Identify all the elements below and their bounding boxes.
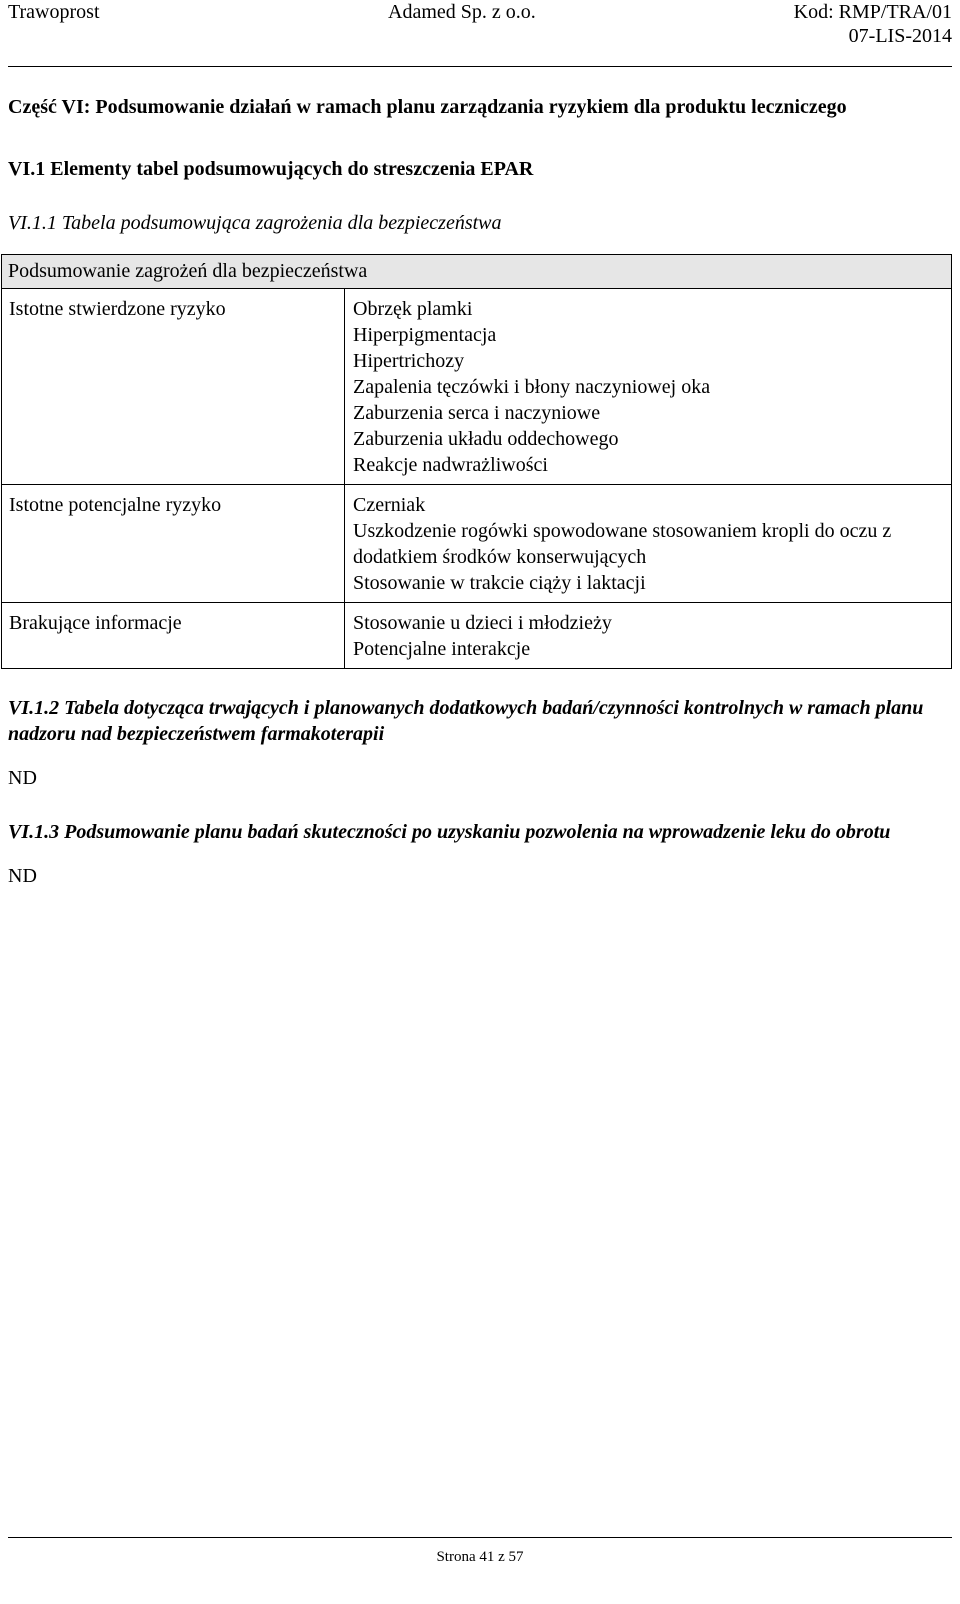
header-divider [8,66,952,67]
footer-divider [8,1537,952,1538]
header-document-code: Kod: RMP/TRA/01 [793,1,952,23]
row-values [345,289,952,485]
list-item: Obrzęk plamki [353,298,473,320]
safety-summary-table [1,254,952,669]
list-item: Uszkodzenie rogówki spowodowane stosowaniem kropli do oczu z dodatkiem środków konserwujących [353,520,892,568]
table-row [2,289,952,485]
page-header [8,0,952,50]
header-document-date: 07-LIS-2014 [848,25,952,47]
table-header: Podsumowanie zagrożeń dla bezpieczeństwa [2,255,952,289]
list-item: Stosowanie u dzieci i młodzieży [353,612,612,634]
subsection-heading-2: VI.1.2 Tabela dotycząca trwających i planowanych dodatkowych badań/czynności kontrolnych w ramach planu nadzoru nad bezpieczeństwem farmakoterapii [8,697,924,745]
header-product-name: Trawoprost [8,1,100,23]
header-company-name: Adamed Sp. z o.o. [388,1,536,23]
document-body [8,94,952,917]
list-item: Czerniak [353,494,426,516]
list-item: Hiperpigmentacja [353,324,497,346]
list-item: Potencjalne interakcje [353,638,531,660]
part-title: Część VI: Podsumowanie działań w ramach planu zarządzania ryzykiem dla produktu leczniczego [8,96,847,118]
page-number: Strona 41 z 57 [436,1549,524,1565]
row-values [345,603,952,669]
list-item: Zaburzenia układu oddechowego [353,428,619,450]
list-item: Zaburzenia serca i naczyniowe [353,402,601,424]
header-document-info [794,0,952,48]
row-label: Istotne stwierdzone ryzyko [2,289,345,485]
row-values [345,485,952,603]
table-row [2,603,952,669]
row-label: Istotne potencjalne ryzyko [2,485,345,603]
section-heading: VI.1 Elementy tabel podsumowujących do streszczenia EPAR [8,158,534,180]
list-item: Zapalenia tęczówki i błony naczyniowej oka [353,376,711,398]
subsection-2-value: ND [8,767,37,789]
list-item: Hipertrichozy [353,350,465,372]
subsection-heading-1: VI.1.1 Tabela podsumowująca zagrożenia dla bezpieczeństwa [8,212,502,234]
list-item: Stosowanie w trakcie ciąży i laktacji [353,572,646,594]
list-item: Reakcje nadwrażliwości [353,454,548,476]
subsection-3-value: ND [8,865,37,887]
table-header-row [2,255,952,289]
subsection-heading-3: VI.1.3 Podsumowanie planu badań skuteczności po uzyskaniu pozwolenia na wprowadzenie leku do obrotu [8,821,891,843]
row-label: Brakujące informacje [2,603,345,669]
table-row [2,485,952,603]
